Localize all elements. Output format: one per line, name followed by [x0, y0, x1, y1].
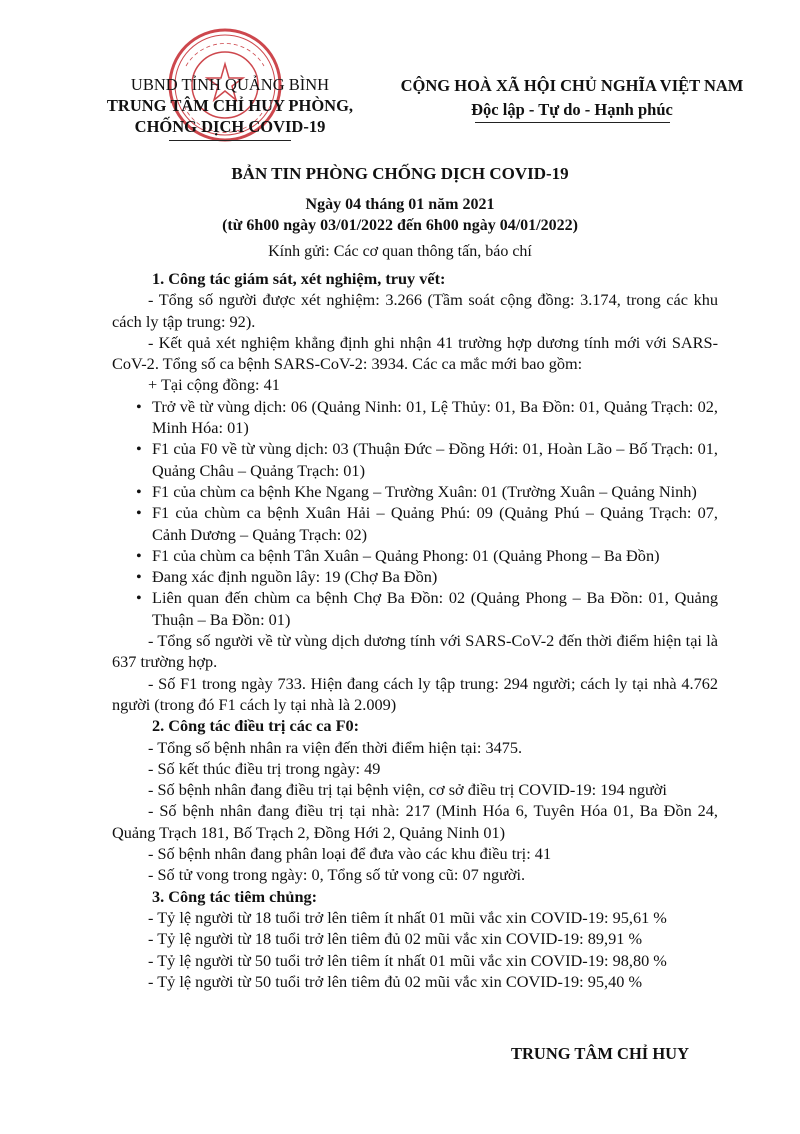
center-line-1: TRUNG TÂM CHỈ HUY PHÒNG,	[106, 96, 354, 115]
list-item: - Số bệnh nhân đang điều trị tại bệnh viện, cơ sở điều trị COVID-19: 194 người	[148, 780, 667, 800]
section-1-tests: - Tổng số người được xét nghiệm: 3.266 (Tầm soát cộng đồng: 3.174, trong các khu cách ly tập trung: 92).	[112, 290, 718, 331]
center-line-2: CHỐNG DỊCH COVID-19	[134, 117, 326, 136]
bullet-icon: •	[136, 503, 142, 523]
document-range: (từ 6h00 ngày 03/01/2022 đến 6h00 ngày 04/01/2022)	[222, 217, 578, 234]
list-item: - Tỷ lệ người từ 18 tuổi trở lên tiêm ít nhất 01 mũi vắc xin COVID-19: 95,61 %	[148, 907, 667, 927]
list-item: • F1 của chùm ca bệnh Khe Ngang – Trường Xuân: 01 (Trường Xuân – Quảng Ninh)	[136, 481, 697, 501]
list-item: • F1 của chùm ca bệnh Tân Xuân – Quảng Phong: 01 (Quảng Phong – Ba Đồn)	[136, 545, 660, 565]
list-item: - Tỷ lệ người từ 50 tuổi trở lên tiêm ít nhất 01 mũi vắc xin COVID-19: 98,80 %	[148, 950, 667, 970]
section-1-results: - Kết quả xét nghiệm khẳng định ghi nhận 41 trường hợp dương tính mới với SARS-CoV-2. Tổng số ca bệnh SARS-CoV-2: 3934. Các ca mắc mới bao gồm:	[112, 332, 718, 374]
list-item: - Số bệnh nhân đang điều trị tại nhà: 217 (Minh Hóa 6, Tuyên Hóa 01, Ba Đồn 24, Quảng Trạch 181, Bố Trạch 2, Đồng Hới 2, Quảng Ninh 01)	[112, 801, 718, 842]
right-underline	[475, 122, 670, 123]
section-2-heading: 2. Công tác điều trị các ca F0:	[152, 716, 360, 736]
bullet-icon: •	[136, 396, 142, 416]
motto-line: Độc lập - Tự do - Hạnh phúc	[471, 100, 673, 119]
header-right	[372, 74, 772, 123]
list-item: - Tỷ lệ người từ 50 tuổi trở lên tiêm đủ 02 mũi vắc xin COVID-19: 95,40 %	[148, 971, 643, 991]
list-item: - Số kết thúc điều trị trong ngày: 49	[148, 758, 381, 778]
bullet-icon: •	[136, 545, 142, 565]
list-item: - Số tử vong trong ngày: 0, Tổng số tử vong cũ: 07 người.	[148, 865, 526, 885]
bullet-icon: •	[136, 588, 142, 608]
list-item: - Tổng số bệnh nhân ra viện đến thời điểm hiện tại: 3475.	[148, 737, 523, 757]
list-item: • F1 của chùm ca bệnh Xuân Hải – Quảng Phú: 09 (Quảng Phú – Quảng Trạch: 07, Cảnh Dương – Quảng Trạch: 02)	[136, 503, 718, 544]
section-1-returnees: - Tổng số người về từ vùng dịch dương tính với SARS-CoV-2 đến thời điểm hiện tại là 637 trường hợp.	[112, 631, 718, 672]
document-title: BẢN TIN PHÒNG CHỐNG DỊCH COVID-19	[231, 164, 569, 183]
list-item: • Liên quan đến chùm ca bệnh Chợ Ba Đồn: 02 (Quảng Phong – Ba Đồn: 01, Quảng Thuận – Ba Đồn: 01)	[136, 588, 718, 629]
case-bullet-list	[112, 396, 718, 630]
agency-line: UBND TỈNH QUẢNG BÌNH	[130, 75, 330, 94]
list-item: • Đang xác định nguồn lây: 19 (Chợ Ba Đồn)	[136, 567, 438, 587]
list-item: • F1 của F0 về từ vùng dịch: 03 (Thuận Đức – Đồng Hới: 01, Hoàn Lão – Bố Trạch: 01, Quảng Châu – Quảng Trạch: 01)	[136, 439, 718, 480]
bullet-icon: •	[136, 481, 142, 501]
list-item: - Tỷ lệ người từ 18 tuổi trở lên tiêm đủ 02 mũi vắc xin COVID-19: 89,91 %	[148, 929, 643, 949]
bullet-icon: •	[136, 439, 142, 459]
section-1-isolation: - Số F1 trong ngày 733. Hiện đang cách ly tập trung: 294 người; cách ly tại nhà 4.762 người (trong đó F1 cách ly tại nhà là 2.009)	[112, 673, 718, 714]
header-left	[80, 74, 380, 141]
section-3-heading: 3. Công tác tiêm chủng:	[152, 886, 318, 906]
list-item: • Trở về từ vùng dịch: 06 (Quảng Ninh: 01, Lệ Thủy: 01, Ba Đồn: 01, Quảng Trạch: 02, Minh Hóa: 01)	[136, 396, 718, 438]
section-1-heading: 1. Công tác giám sát, xét nghiệm, truy vết:	[152, 269, 446, 288]
country-line: CỘNG HOÀ XÃ HỘI CHỦ NGHĨA VIỆT NAM	[400, 76, 744, 95]
recipient-line: Kính gửi: Các cơ quan thông tấn, báo chí	[268, 243, 532, 260]
section-1-community: + Tại cộng đồng: 41	[148, 375, 280, 395]
document-date: Ngày 04 tháng 01 năm 2021	[305, 196, 495, 213]
left-underline	[169, 140, 291, 141]
signature-block: TRUNG TÂM CHỈ HUY	[511, 1044, 689, 1063]
document-body	[112, 268, 718, 992]
bullet-icon: •	[136, 567, 142, 587]
list-item: - Số bệnh nhân đang phân loại để đưa vào các khu điều trị: 41	[148, 844, 552, 864]
